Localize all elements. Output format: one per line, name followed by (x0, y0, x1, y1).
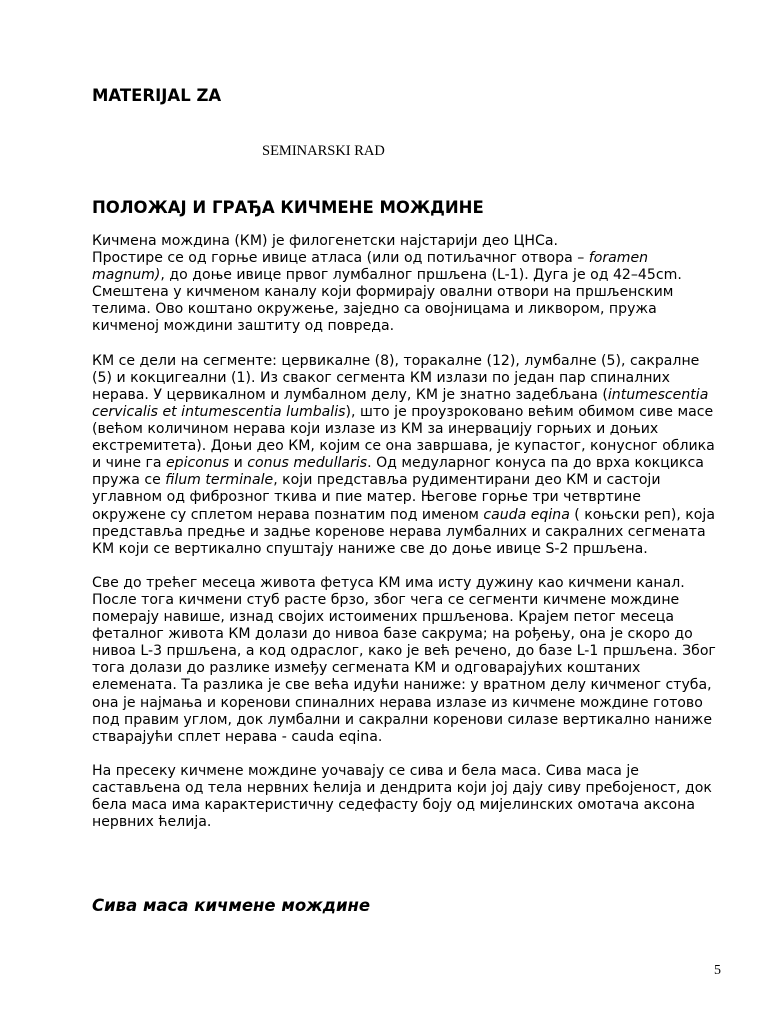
body-text (92, 233, 718, 848)
section-title: ПОЛОЖАЈ И ГРАЂА КИЧМЕНЕ МОЖДИНЕ (92, 198, 484, 217)
paragraph-2-text-e: , који представља рудиментирани део КМ и састоји углавном од фиброзног ткива и пие матер. Његове горње три четвртине окружене су сплетом нерава познатим под именом (92, 472, 661, 523)
document-subtitle: SEMINARSKI RAD (262, 143, 385, 159)
subheading: Сива маса кичмене мождине (92, 896, 371, 915)
paragraph-3: Све до трећег месеца живота фетуса КМ има исту дужину као кичмени канал. После тога кичмени стуб расте брзо, због чега се сегменти кичмене мождине померају навише, изнад својих истоимених пршљенова. Крајем петог месеца феталног живота КМ долази до нивоа базе сакрума; на рођењу, она је скоро до нивоа L-3 пршљена, а код одраслог, како је већ речено, до базе L-1 пршљена. Због тога долази до разлике између сегмената КМ и одговарајућих коштаних елемената. Та разлика је све већа идући наниже: у вратном делу кичменог стуба, она је најмања и коренови спиналних нерава излазе из кичмене мождине готово под правим углом, док лумбални и сакрални коренови силазе вертикално наниже стварајући сплет нерава - cauda eqina. (92, 574, 716, 745)
paragraph-1-text-a: Простире се од горње ивице атласа (или од потиљачног отвора – (92, 250, 589, 267)
paragraph-1 (92, 233, 718, 336)
paragraph-2-text-f: ( коњски реп), која представља предње и задње коренове нерава лумбалних и сакралних сегмената КМ који се вертикално спуштају наниже све до доње ивице S-2 пршљена. (92, 506, 715, 557)
document-title: MATERIJAL ZA (92, 86, 222, 105)
paragraph-1-text-b: , до доње ивице првог лумбалног пршљена (L-1). Дуга је од 42–45cm. Смештена у кичменом каналу који формирају овални отвори на пршљенским телима. Ово коштано окружење, заједно са овојницама и ликвором, пружа кичменој мождини заштиту од повреда. (92, 267, 682, 335)
paragraph-2-text-b: ), што је проузроковано већим обимом сиве масе (већом количином нерава који излазе из КМ за инервацију горњих и доњих екстремитета). Доњи део КМ, којим се она завршава, је купастог, конусног облика и чине га (92, 403, 715, 472)
paragraph-2-text-c: и (229, 455, 248, 472)
paragraph-2 (92, 353, 718, 558)
term-intumescentia: intumescentia cervicalis et intumescentia lumbalis (92, 386, 709, 420)
paragraph-2-text-d: . Од медуларног конуса па до врха кокцикса пружа се (92, 455, 704, 489)
term-epiconus: epiconus (166, 455, 230, 472)
paragraph-2-text-a: КМ се дели на сегменте: цервикалне (8), торакалне (12), лумбалне (5), сакралне (5) и кокцигеални (1). Из сваког сегмента КМ излази по један пар спиналних нерава. У цервикалном и лумбалном делу, КМ је знатно задебљана ( (92, 352, 700, 403)
term-conus-medullaris: conus medullaris (247, 455, 368, 472)
paragraph-4: На пресеку кичмене мождине уочавају се сива и бела маса. Сива маса је састављена од тела нервних ћелија и дендрита који јој дају сиву пребојеност, док бела маса има карактеристичну седефасту боју од мијелинских омотача аксона нервних ћелија. (92, 762, 712, 831)
term-cauda-eqina: cauda eqina (483, 506, 570, 523)
paragraph-1-line-1: Кичмена мождина (КМ) је филогенетски најстарији део ЦНСа. (92, 233, 558, 249)
page-number: 5 (714, 963, 721, 978)
term-foramen-magnum: foramen magnum) (92, 250, 649, 284)
term-filum-terminale: filum terminale (165, 472, 274, 489)
